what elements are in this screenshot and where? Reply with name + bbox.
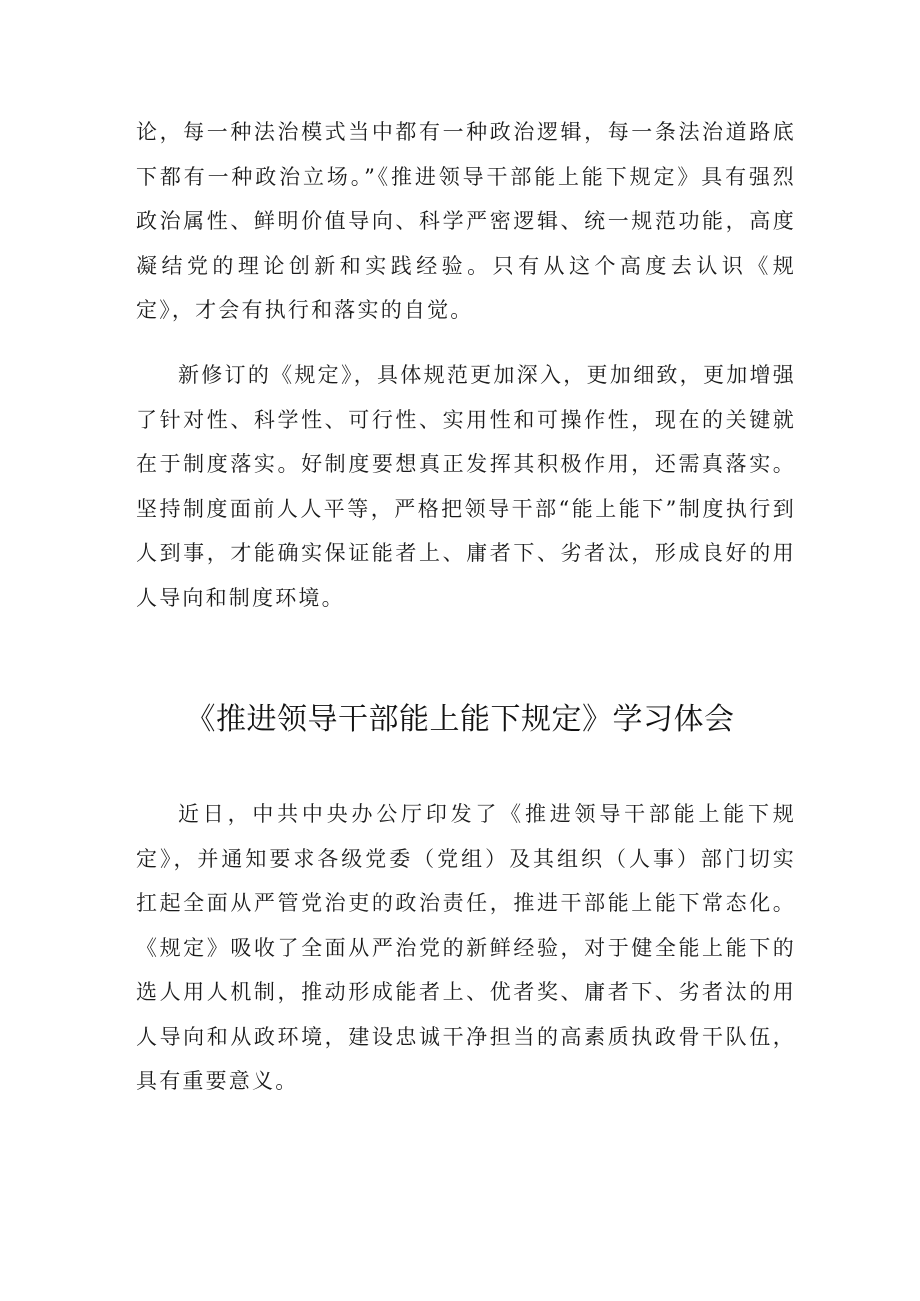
continued-paragraph: 论，每一种法治模式当中都有一种政治逻辑，每一条法治道路底下都有一种政治立场。”《推进领导干部能上能下规定》具有强烈政治属性、鲜明价值导向、科学严密逻辑、统一规范功能，高度凝结党的理论创新和实践经验。只有从这个高度去认识《规定》，才会有执行和落实的自觉。 (136, 120, 796, 322)
article-paragraph: 近日，中共中央办公厅印发了《推进领导干部能上能下规定》，并通知要求各级党委（党组）及其组织（人事）部门切实扛起全面从严管党治吏的政治责任，推进干部能上能下常态化。《规定》吸收了全面从严治党的新鲜经验，对于健全能上能下的选人用人机制，推动形成能者上、优者奖、庸者下、劣者汰的用人导向和从政环境，建设忠诚干净担当的高素质执政骨干队伍，具有重要意义。 (136, 802, 796, 1093)
body-paragraph: 新修订的《规定》，具体规范更加深入，更加细致，更加增强了针对性、科学性、可行性、实用性和可操作性，现在的关键就在于制度落实。好制度要想真正发挥其积极作用，还需真落实。坚持制度面前人人平等，严格把领导干部“能上能下”制度执行到人到事，才能确实保证能者上、庸者下、劣者汰，形成良好的用人导向和制度环境。 (136, 363, 796, 610)
article-title: 《推进领导干部能上能下规定》学习体会 (185, 702, 735, 737)
